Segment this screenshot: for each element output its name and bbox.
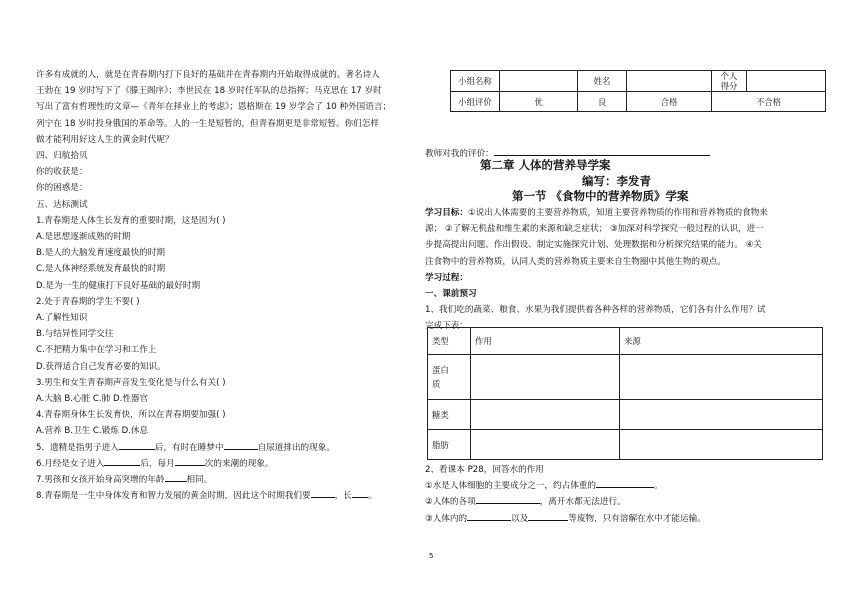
question-8: 8.青春期是一生中身体发育和智力发展的黄金时期，因此这个时期我们要 ，长 。 [36, 488, 416, 504]
protein-source-cell[interactable] [620, 355, 823, 400]
option: B.与结异性同学交往 [36, 329, 114, 340]
options-inline: A.营养 B.卫生 C.锻炼 D.休息 [36, 426, 149, 437]
question-5: 5．遗精是指男子进入 后，有时在睡梦中 自尿道排出的现象。 [36, 440, 416, 456]
goal-line: 源； ②了解无机盐和维生素的来源和缺乏症状； ③加深对科学探究一般过程的认识，进一 [425, 224, 764, 235]
learning-goals: 学习目标：①说出人体需要的主要营养物质，知道主要营养物质的作用和营养物质的食物来 [425, 208, 768, 218]
teacher-evaluation: 教师对我的评价： [425, 146, 710, 159]
answer-blank[interactable] [528, 511, 568, 521]
fat-source-cell[interactable] [620, 430, 823, 460]
page-number: 5 [429, 552, 434, 560]
answer-blank[interactable] [311, 488, 335, 498]
row-fat-label: 脂肪 [428, 430, 471, 460]
section-title: 第一节 《食物中的营养物质》学案 [512, 189, 689, 203]
col-header-type: 类型 [428, 328, 471, 355]
text-line: 王勃在 19 岁时写下了《滕王阁序》；李世民在 18 岁时任军队的总指挥；马克思在 17 岁时 [36, 86, 382, 97]
option: A.是思想逐渐成熟的时期 [36, 232, 131, 243]
answer-blank[interactable] [352, 488, 368, 498]
row-protein-label: 蛋白 质 [428, 355, 471, 400]
answer-blank[interactable] [175, 456, 205, 466]
protein-function-cell[interactable] [471, 355, 620, 400]
chapter-title: 第二章 人体的营养导学案 [480, 158, 611, 172]
nutrient-table [427, 327, 823, 460]
answer-blank[interactable] [119, 440, 155, 450]
col-header-source: 来源 [620, 328, 823, 355]
option: D.获得适合自己发育必要的知识。 [36, 361, 166, 372]
process-heading: 学习过程： [425, 272, 468, 283]
eval-excellent[interactable]: 优 [500, 92, 578, 112]
section-heading-4: 四、归航拾贝 [36, 151, 88, 162]
section-heading-5: 五、达标测试 [36, 199, 88, 210]
question-1-text: 1、我们吃的蔬菜、粮食、水果为我们提供着各种各样的营养物质，它们各有什么作用？试 [425, 305, 766, 316]
author-line: 编写：李发青 [582, 174, 651, 188]
col-header-function: 作用 [471, 328, 620, 355]
personal-score-cell[interactable] [747, 71, 826, 92]
answer-blank[interactable] [224, 440, 258, 450]
group-name-label: 小组名称 [451, 71, 500, 92]
eval-good[interactable]: 良 [578, 92, 627, 112]
option: C.不把精力集中在学习和工作上 [36, 345, 157, 356]
name-label: 姓名 [578, 71, 627, 92]
teacher-evaluation-blank[interactable] [494, 146, 710, 156]
eval-fail[interactable]: 不合格 [712, 92, 826, 112]
option: C.是人体神经系统发育最快的时期 [36, 264, 166, 275]
answer-blank[interactable] [104, 456, 140, 466]
answer-blank[interactable] [467, 511, 511, 521]
options-inline: A.大脑 B.心脏 C.肺 D.性器官 [36, 394, 149, 405]
answer-blank[interactable] [596, 478, 654, 488]
question-1-text: 完成下表： [425, 321, 468, 332]
group-score-table [450, 70, 826, 112]
question-6: 6.月经是女子进入 后，每月 次的来潮的现象。 [36, 456, 416, 472]
answer-blank[interactable] [476, 494, 540, 504]
option: D.是为一生的健康打下良好基础的最好时期 [36, 280, 201, 291]
preview-heading: 一、课前预习 [425, 289, 477, 300]
goal-line: 步提高提出问题、作出假设、制定实施探究计划、处理数据和分析探究结果的能力。 ④关 [425, 240, 763, 251]
option: B.是人的大脑发育速度最快的时期 [36, 248, 165, 259]
text-line: 写出了富有哲理性的文章—《青年在择业上的考虑》；恩格斯在 19 岁学会了 10 种外国语言； [36, 102, 392, 113]
confusion-prompt: 你的困惑是： [36, 183, 88, 194]
eval-pass[interactable]: 合格 [627, 92, 712, 112]
water-line-2: ②人体的各项 ，离开水都无法进行。 [425, 494, 830, 510]
text-line: 许多有成就的人，就是在青春期内打下良好的基础并在青春期内开始取得成就的。著名诗人 [36, 70, 380, 80]
question-7: 7.男孩和女孩开始身高突增的年龄 相同。 [36, 472, 416, 488]
group-name-cell[interactable] [500, 71, 578, 92]
gain-prompt: 你的收获是： [36, 167, 88, 178]
left-column [36, 67, 416, 504]
sugar-function-cell[interactable] [471, 400, 620, 430]
question-1: 1.青春期是人体生长发育的重要时期，这是因为( ) [36, 215, 226, 226]
text-line: 做才能利用好这人生的黄金时代呢？ [36, 134, 174, 145]
text-line: 列宁在 18 岁时投身俄国的革命等。人的一生是短暂的，但青春期更是非常短暂。你们怎样 [36, 118, 379, 129]
question-4: 4.青春期身体生长发育快，所以在青春期要加强( ) [36, 410, 226, 421]
personal-score-label: 个人 得分 [712, 71, 747, 92]
option: A.了解性知识 [36, 313, 88, 324]
question-3: 3.男生和女生青春期声音发生变化是与什么有关( ) [36, 377, 226, 388]
question-2-title: 2、看课本 P28，回答水的作用 [425, 465, 544, 475]
question-2: 2.处于青春期的学生不要( ) [36, 296, 140, 307]
sugar-source-cell[interactable] [620, 400, 823, 430]
answer-blank[interactable] [165, 472, 187, 482]
water-line-1: ①水是人体细胞的主要成分之一，约占体重的 。 [425, 478, 830, 494]
name-cell[interactable] [627, 71, 712, 92]
goal-line: 注食物中的营养物质，认同人类的营养物质主要来自生物圈中其他生物的观点。 [425, 256, 726, 267]
row-sugar-label: 糖类 [428, 400, 471, 430]
fat-function-cell[interactable] [471, 430, 620, 460]
water-line-3: ③人体内的 以及 等废物，只有溶解在水中才能运输。 [425, 511, 830, 527]
group-eval-label: 小组评价 [451, 92, 500, 112]
right-column [425, 205, 830, 335]
question-2-block [425, 462, 830, 527]
